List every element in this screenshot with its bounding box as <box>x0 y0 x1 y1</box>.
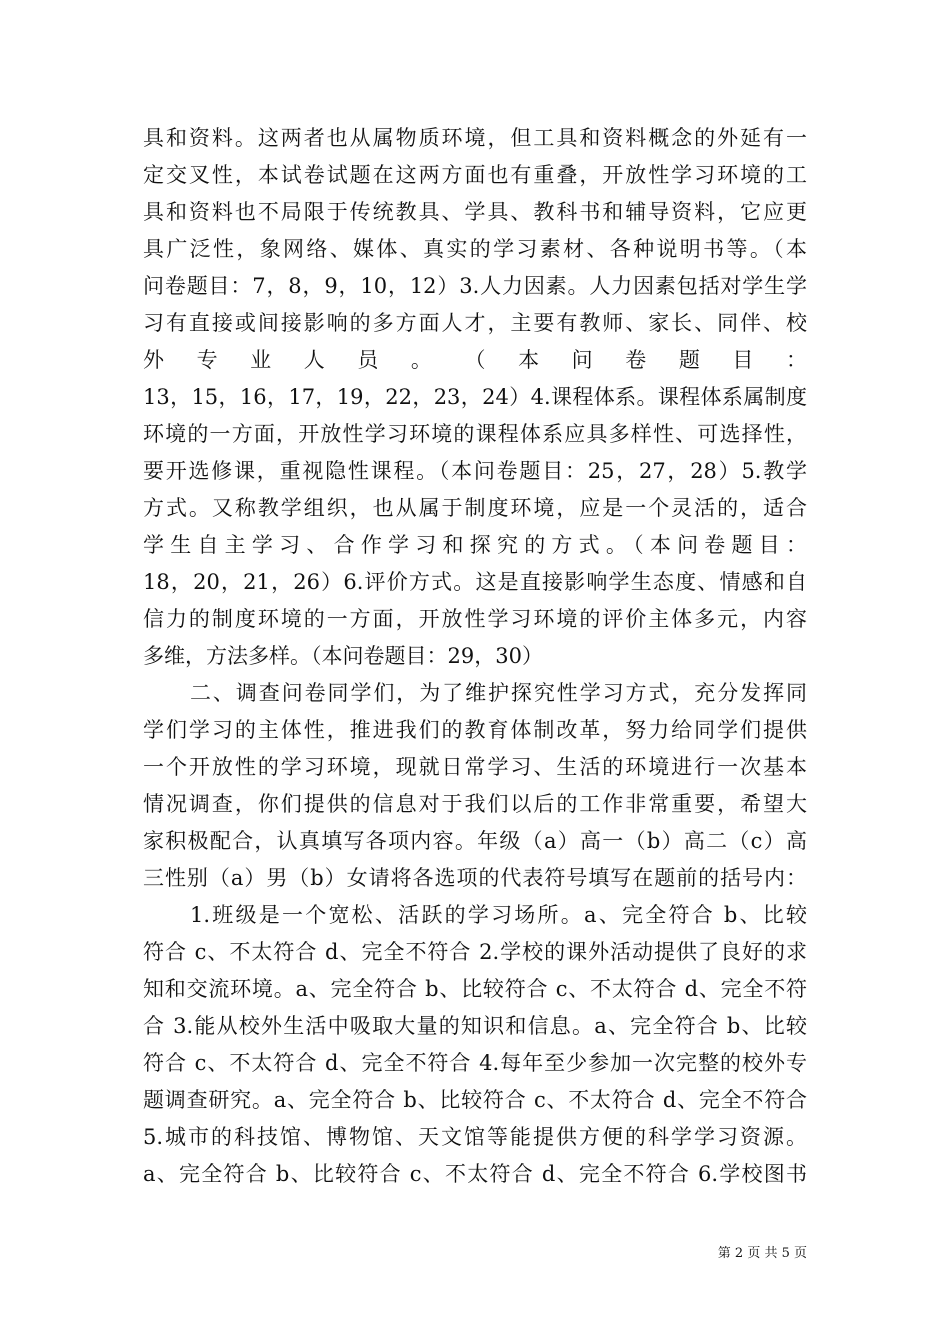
text-line: 环境的一方面，开放性学习环境的课程体系应具多样性、可选择性， <box>143 422 807 446</box>
text-line: 一个开放性的学习环境，现就日常学习、生活的环境进行一次基本 <box>143 755 807 779</box>
question-line: 知和交流环境。a、完全符合 b、比较符合 c、不太符合 d、完全不符 <box>143 977 807 1001</box>
text-line: 学生自主学习、合作学习和探究的方式。（本问卷题目： <box>143 533 807 557</box>
text-line: 要开选修课，重视隐性课程。（本问卷题目：25，27，28）5.教学 <box>143 459 807 483</box>
text-line: 习有直接或间接影响的多方面人才，主要有教师、家长、同伴、校 <box>143 311 807 335</box>
question-line: 合 3.能从校外生活中吸取大量的知识和信息。a、完全符合 b、比较 <box>143 1014 807 1038</box>
text-line: 多维，方法多样。（本问卷题目：29，30） <box>143 644 543 668</box>
text-line: 学们学习的主体性，推进我们的教育体制改革，努力给同学们提供 <box>143 718 807 742</box>
text-line: 三性别（a）男（b）女请将各选项的代表符号填写在题前的括号内： <box>143 866 807 890</box>
text-line: 定交叉性，本试卷试题在这两方面也有重叠，开放性学习环境的工 <box>143 163 807 187</box>
section-heading-line: 二、调查问卷同学们，为了维护探究性学习方式，充分发挥同 <box>190 681 807 705</box>
text-line: 13，15，16，17，19，22，23，24）4.课程体系。课程体系属制度 <box>143 385 807 409</box>
question-line: 符合 c、不太符合 d、完全不符合 4.每年至少参加一次完整的校外专 <box>143 1051 807 1075</box>
question-line: a、完全符合 b、比较符合 c、不太符合 d、完全不符合 6.学校图书 <box>143 1162 807 1186</box>
text-line: 方式。又称教学组织，也从属于制度环境，应是一个灵活的，适合 <box>143 496 807 520</box>
text-line: 具和资料也不局限于传统教具、学具、教科书和辅导资料，它应更 <box>143 200 807 224</box>
question-line: 5.城市的科技馆、博物馆、天文馆等能提供方便的科学学习资源。 <box>143 1125 807 1149</box>
text-line: 18，20，21，26）6.评价方式。这是直接影响学生态度、情感和自 <box>143 570 807 594</box>
text-line: 具广泛性，象网络、媒体、真实的学习素材、各种说明书等。（本 <box>143 237 807 261</box>
question-line: 题调查研究。a、完全符合 b、比较符合 c、不太符合 d、完全不符合 <box>143 1088 807 1112</box>
text-line: 外 专 业 人 员 。 （ 本 问 卷 题 目 ： <box>143 348 807 372</box>
question-line: 符合 c、不太符合 d、完全不符合 2.学校的课外活动提供了良好的求 <box>143 940 807 964</box>
text-line: 问卷题目：7，8，9，10，12）3.人力因素。人力因素包括对学生学 <box>143 274 807 298</box>
text-line: 信力的制度环境的一方面，开放性学习环境的评价主体多元，内容 <box>143 607 807 631</box>
text-line: 具和资料。这两者也从属物质环境，但工具和资料概念的外延有一 <box>143 126 807 150</box>
text-line: 家积极配合，认真填写各项内容。年级（a）高一（b）高二（c）高 <box>143 829 807 853</box>
text-line: 情况调查，你们提供的信息对于我们以后的工作非常重要，希望大 <box>143 792 807 816</box>
question-line: 1.班级是一个宽松、活跃的学习场所。a、完全符合 b、比较 <box>190 903 807 927</box>
page-number: 第 2 页 共 5 页 <box>717 1246 807 1261</box>
